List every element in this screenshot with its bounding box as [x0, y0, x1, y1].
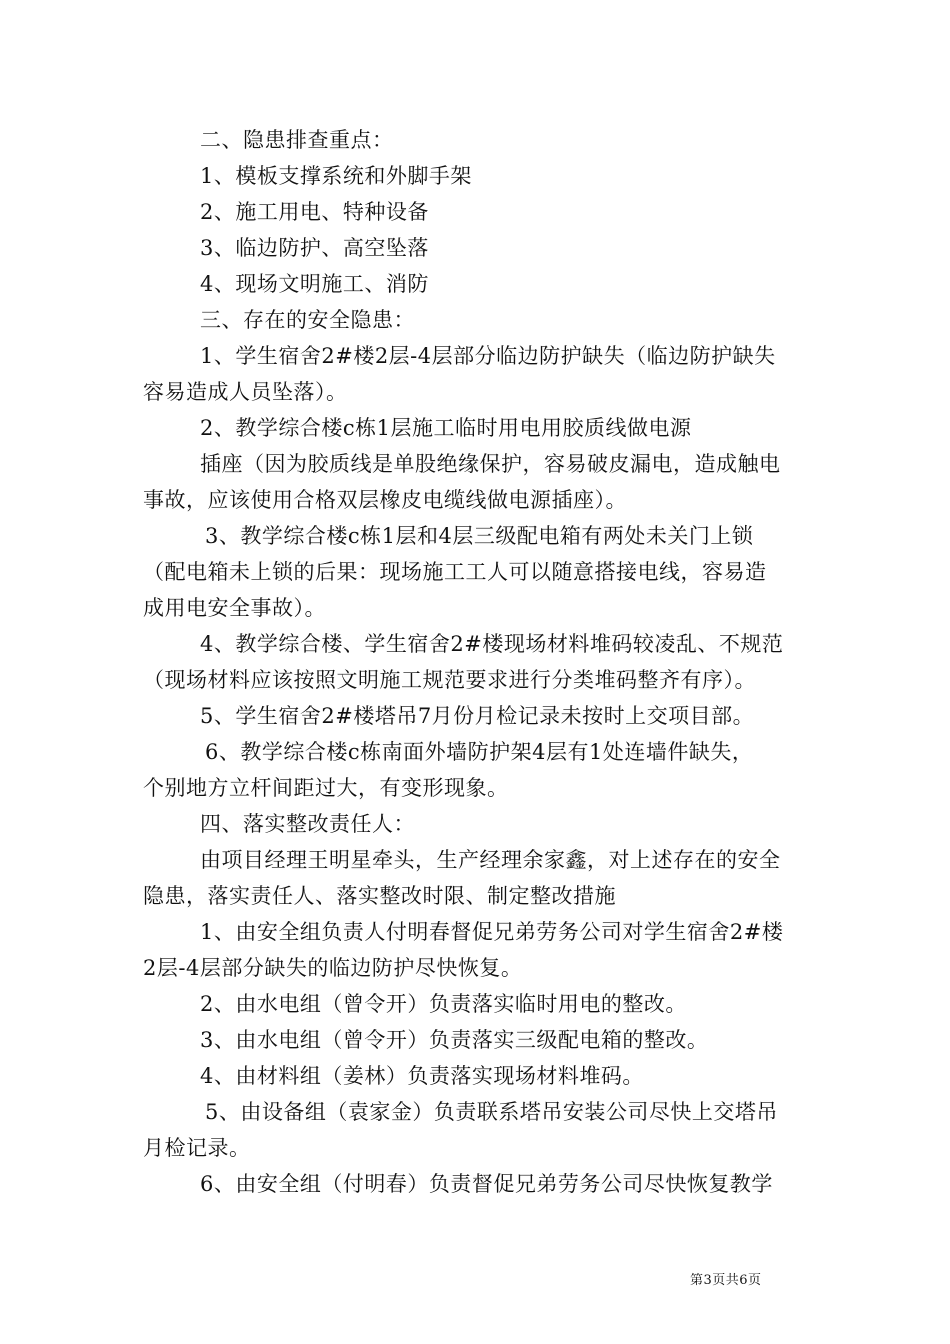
paragraph-line: 个别地方立杆间距过大，有变形现象。 — [143, 776, 509, 800]
section-heading-2: 二、隐患排查重点： — [200, 128, 394, 152]
paragraph-line: 2、施工用电、特种设备 — [200, 200, 429, 224]
paragraph-line: 3、教学综合楼c栋1层和4层三级配电箱有两处未关门上锁 — [205, 524, 754, 548]
paragraph-line: 容易造成人员坠落）。 — [143, 380, 348, 404]
paragraph-line: 3、由水电组（曾令开）负责落实三级配电箱的整改。 — [200, 1028, 709, 1052]
paragraph-line: 1、模板支撑系统和外脚手架 — [200, 164, 472, 188]
section-heading-4: 四、落实整改责任人： — [200, 812, 415, 836]
paragraph-line: 2、教学综合楼c栋1层施工临时用电用胶质线做电源 — [200, 416, 692, 440]
paragraph-line: 6、教学综合楼c栋南面外墙防护架4层有1处连墙件缺失， — [205, 740, 754, 764]
paragraph-line: 4、教学综合楼、学生宿舍2#楼现场材料堆码较凌乱、不规范 — [200, 632, 784, 656]
paragraph-line: 月检记录。 — [143, 1136, 251, 1160]
page-number-footer: 第3页共6页 — [690, 1273, 762, 1288]
paragraph-line: 5、学生宿舍2#楼塔吊7月份月检记录未按时上交项目部。 — [200, 704, 755, 728]
paragraph-line: （配电箱未上锁的后果：现场施工工人可以随意搭接电线，容易造 — [143, 560, 767, 584]
paragraph-line: 5、由设备组（袁家金）负责联系塔吊安装公司尽快上交塔吊 — [205, 1100, 778, 1124]
paragraph-line: 2层-4层部分缺失的临边防护尽快恢复。 — [143, 956, 523, 980]
paragraph-line: 插座（因为胶质线是单股绝缘保护，容易破皮漏电，造成触电 — [200, 452, 781, 476]
paragraph-line: 3、临边防护、高空坠落 — [200, 236, 429, 260]
paragraph-line: 由项目经理王明星牵头，生产经理余家鑫，对上述存在的安全 — [200, 848, 781, 872]
paragraph-line: 2、由水电组（曾令开）负责落实临时用电的整改。 — [200, 992, 687, 1016]
paragraph-line: 6、由安全组（付明春）负责督促兄弟劳务公司尽快恢复教学 — [200, 1172, 773, 1196]
paragraph-line: 1、由安全组负责人付明春督促兄弟劳务公司对学生宿舍2#楼 — [200, 920, 784, 944]
paragraph-line: （现场材料应该按照文明施工规范要求进行分类堆码整齐有序）。 — [143, 668, 756, 692]
section-heading-3: 三、存在的安全隐患： — [200, 308, 415, 332]
paragraph-line: 4、由材料组（姜林）负责落实现场材料堆码。 — [200, 1064, 644, 1088]
paragraph-line: 成用电安全事故）。 — [143, 596, 326, 620]
paragraph-line: 4、现场文明施工、消防 — [200, 272, 429, 296]
paragraph-line: 隐患，落实责任人、落实整改时限、制定整改措施 — [143, 884, 616, 908]
paragraph-line: 事故，应该使用合格双层橡皮电缆线做电源插座）。 — [143, 488, 627, 512]
paragraph-line: 1、学生宿舍2#楼2层-4层部分临边防护缺失（临边防护缺失 — [200, 344, 776, 368]
